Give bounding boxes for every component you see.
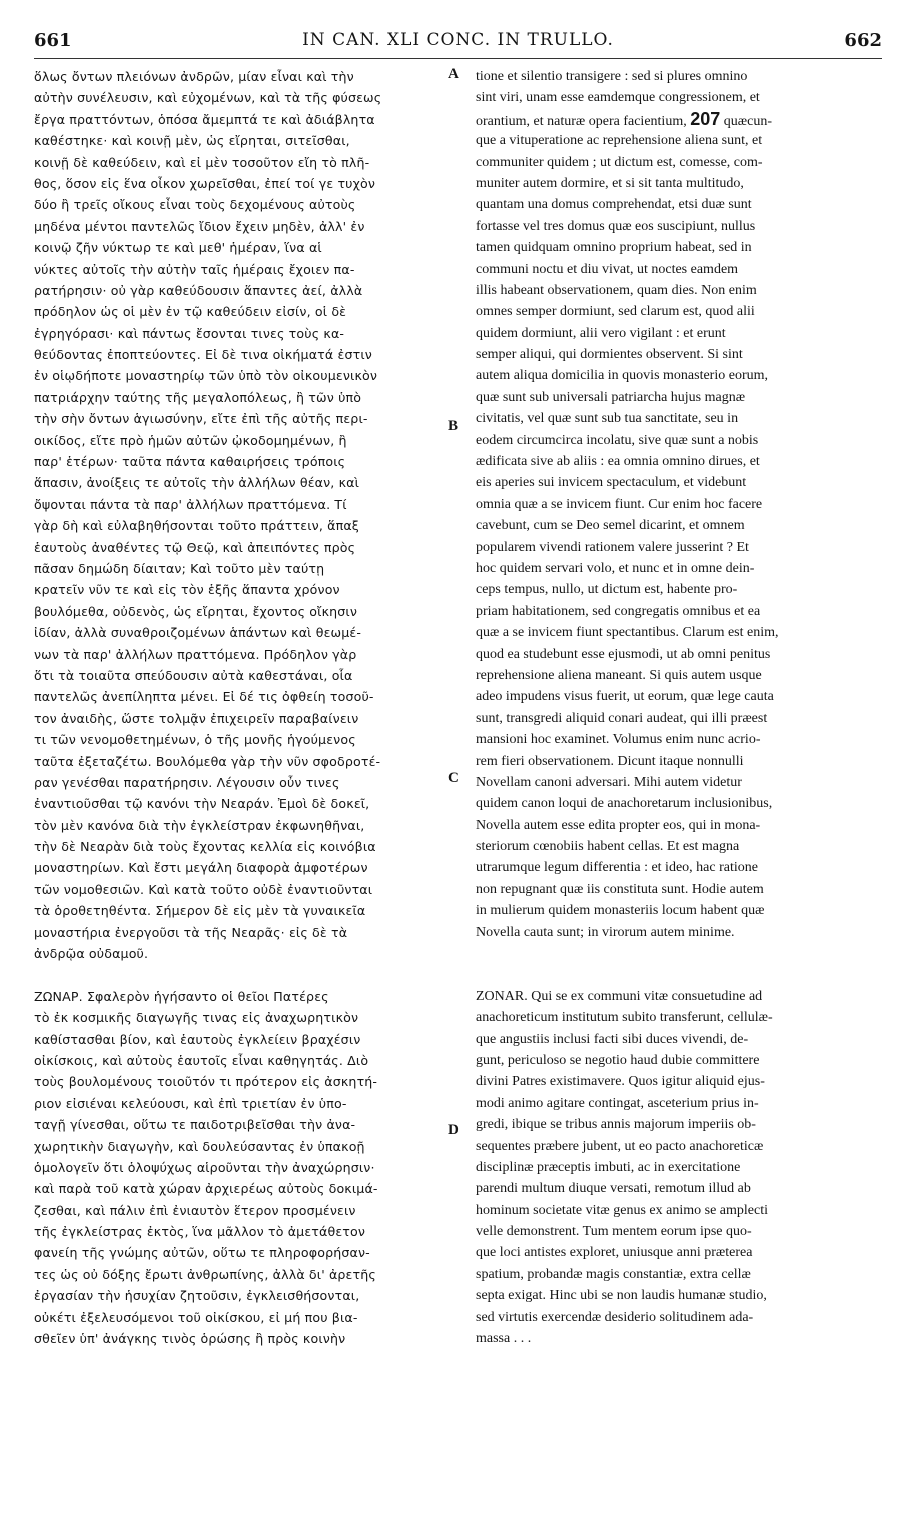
greek-text-line: χωρητικὴν διαγωγὴν, καὶ δουλεύσαντας ἐν ὑπακοῇ (34, 1138, 365, 1154)
greek-text-line: δύο ἢ τρεῖς οἴκους εἶναι τοὺς δεχομένους αὐτοὺς (34, 197, 356, 213)
latin-text-line: massa . . . (476, 1331, 532, 1347)
greek-text-line: τοὺς βουλομένους τοιοῦτόν τι πρότερον εἰς ἀσκητή- (34, 1074, 378, 1090)
latin-text-line: semper aliqui, qui dormientes observent. Si sint (476, 347, 743, 363)
latin-text-line: quæ sunt sub universali patriarcha hujus magnæ (476, 389, 746, 405)
greek-column (34, 66, 446, 1349)
latin-text-line: civitatis, vel quæ sunt sub tua sanctitate, seu in (476, 411, 739, 427)
greek-text-line: τι τῶν νενομοθετημένων, ὁ τῆς μονῆς ἡγούμενος (34, 732, 356, 748)
latin-text-line: parendi multum diuque versati, remotum illud ab (476, 1181, 751, 1197)
greek-text-line: παρ' ἑτέρων· ταῦτα πάντα καθαιρήσεις τρόποις (34, 454, 346, 470)
latin-text-line: cavebunt, cum se Deo semel dicarint, et omnem (476, 518, 745, 534)
latin-text-line: disciplinæ præceptis imbuti, ac in exercitatione (476, 1159, 741, 1175)
greek-text-line: θεύδοντας ἐποπτεύοντες. Εἰ δὲ τινα οἰκήματά ἐστιν (34, 347, 372, 363)
latin-text-line: ZONAR. Qui se ex communi vitæ consuetudine ad (476, 988, 763, 1004)
latin-text-line: quod ea studebunt esse ejusmodi, ut ab omni penitus (476, 646, 771, 662)
latin-text-line: modi animo agitare contingat, asceterium prius in- (476, 1095, 759, 1111)
greek-text-line: τὸν μὲν κανόνα διὰ τὴν ἐγκλείστραν ἐκφωνηθῆναι, (34, 817, 365, 833)
greek-text-line: ἐναντιοῦσθαι τῷ κανόνι τὴν Νεαράν. Ἐμοὶ δὲ δοκεῖ, (34, 796, 370, 812)
greek-text-line: ταῦτα ἐξεταζέτω. Βουλόμεθα γὰρ τὴν νῦν σφοδροτέ- (34, 753, 381, 769)
greek-text-line: τον ἀναιδὴς, ὥστε τολμᾷν ἐπιχειρεῖν παραβαίνειν (34, 710, 359, 726)
greek-text-line: ἑαυτοὺς ἀναθέντες τῷ Θεῷ, καὶ ἀπειπόντες πρὸς (34, 539, 356, 555)
latin-text-line: omnes semper dormiunt, sed clarum est, quod alii (476, 304, 755, 320)
greek-text-line: πατριάρχην ταύτης τῆς μεγαλοπόλεως, ἢ τῶν ὑπὸ (34, 389, 362, 405)
greek-text-line: ἐργασίαν τὴν ἡσυχίαν ζητοῦσιν, ἐγκλεισθήσονται, (34, 1288, 360, 1304)
greek-text-line: ραν γενέσθαι παρατήρησιν. Λέγουσιν οὖν τινες (34, 774, 340, 790)
greek-text-line: τὴν σὴν ὄντων ἁγιωσύνην, εἴτε ἐπὶ τῆς αὐτῆς περι- (34, 411, 368, 427)
margin-letter-d: D (448, 1122, 459, 1138)
latin-text-line: gunt, periculoso se negotio haud dubie committere (476, 1052, 760, 1068)
latin-line-part: quæcun- (720, 113, 772, 129)
greek-text-line: ρατήρησιν· οὐ γὰρ καθεύδουσιν ἅπαντες ἀεί, ἀλλὰ (34, 282, 363, 298)
latin-text-line: velle demonstrent. Tum mentem eorum ipse quo- (476, 1224, 752, 1240)
greek-text-line: οἰκίσκοις, καὶ αὐτοὺς ἑαυτοῖς εἶναι καθηγητάς. Διὸ (34, 1052, 369, 1068)
greek-text-line: ζεσθαι, καὶ πάλιν ἐπὶ ἐνιαυτὸν ἕτερον προσμένειν (34, 1202, 356, 1218)
latin-text-line: sed virtutis exercendæ desiderio solitudinem ada- (476, 1309, 754, 1325)
latin-text-line: hoc quidem servari volo, et nunc et in omne dein- (476, 560, 755, 576)
greek-text-line: τῶν νομοθεσιῶν. Καὶ κατὰ τοῦτο οὐδὲ ἐναντιοῦνται (34, 881, 373, 897)
latin-text-line: que angustiis inclusi facti sibi duces vivendi, de- (476, 1031, 749, 1047)
latin-text-line: in mulierum quidem monasteriis locum habent quæ (476, 903, 765, 919)
latin-text-line (476, 943, 882, 964)
greek-text-line: καθίστασθαι βίον, καὶ ἑαυτοὺς ἐγκλείειν βραχέσιν (34, 1031, 361, 1047)
latin-text-line: eodem circumcirca incolatu, sive quæ sunt a nobis (476, 432, 759, 448)
latin-text-line: steriorum cœnobiis habent cellas. Et est magna (476, 839, 740, 855)
latin-text-line: sequentes præbere jubent, ut eo pacto anachoreticæ (476, 1138, 764, 1154)
greek-text-line: κοινῇ δὲ καθεύδειν, καὶ εἰ μὲν τοσοῦτον εἴη τὸ πλῆ- (34, 154, 370, 170)
greek-text-line: παντελῶς ἀνεπίληπτα μένει. Εἰ δέ τις ὀφθείη τοσοῦ- (34, 689, 374, 705)
latin-text-line: ædificata sive ab aliis : ea omnia omnino dirues, et (476, 454, 760, 470)
page-number-left: 661 (34, 30, 72, 51)
margin-letter-c: C (448, 770, 459, 786)
latin-text-line: rem fieri observationem. Dicunt itaque nonnulli (476, 753, 744, 769)
latin-text-line: Novella cauta sunt; in virorum autem minime. (476, 924, 735, 940)
header-rule (34, 58, 882, 59)
greek-text-line: τὸ ἐκ κοσμικῆς διαγωγῆς τινας εἰς ἀναχωρητικὸν (34, 1010, 359, 1026)
greek-text-line: ὅλως ὄντων πλειόνων ἀνδρῶν, μίαν εἶναι καὶ τὴν (34, 69, 354, 84)
latin-text-line: spatium, probandæ magis constantiæ, extra cellæ (476, 1266, 751, 1282)
greek-text-line: μοναστήρια ἐνεργοῦσι τὰ τῆς Νεαρᾶς· εἰς δὲ τὰ (34, 924, 348, 940)
latin-text-line: illis habeant observationem, quam dies. Non enim (476, 282, 757, 298)
greek-text-line: σθεῖεν ὑπ' ἀνάγκης τινὸς ὁρώσης ἢ πρὸς κοινὴν (34, 1331, 346, 1347)
margin-letter-b: B (448, 418, 459, 434)
greek-text-line: ἐγρηγόρασι· καὶ πάντως ἔσονται τινες τοὺς κα- (34, 325, 345, 341)
greek-text-line: νων τὰ παρ' ἀλλήλων πραττόμενα. Πρόδηλον γὰρ (34, 646, 357, 662)
latin-line-part: orantium, et naturæ opera facientium, (476, 113, 691, 129)
latin-text-line: mansioni hoc examinet. Volumus enim nunc acrio- (476, 732, 761, 748)
latin-text-line: fortasse vel tres domus quæ eos suscipiunt, nullus (476, 218, 756, 234)
greek-text-line: νύκτες αὐτοῖς τὴν αὐτὴν ταῖς ἡμέραις ἔχοιεν πα- (34, 261, 355, 277)
latin-text-line: que loci antistes exploret, uniusque anni præterea (476, 1245, 753, 1261)
latin-text-line: autem aliqua domicilia in quovis monasterio eorum, (476, 368, 768, 384)
latin-text-line: gredi, ibique se tribus annis majorum imperiis ob- (476, 1117, 756, 1133)
latin-text-line: muniter autem dormire, et si sit tanta multitudo, (476, 175, 744, 191)
latin-text-line: communiter quidem ; ut dictum est, comesse, com- (476, 154, 763, 170)
greek-text-line: ἀνδρῷα οὐδαμοῦ. (34, 946, 149, 962)
greek-text-line: ὄψονται πάντα τὰ παρ' ἀλλήλων πραττόμενα. Τί (34, 496, 347, 512)
latin-column (476, 66, 882, 1349)
column-number: 207 (690, 108, 721, 129)
greek-text-line: τες ὡς οὐ δόξης ἔρωτι ἀνθρωπίνης, ἀλλὰ δι' ἀρετῆς (34, 1266, 376, 1282)
latin-text-line: adeo impudens visus fuerit, ut eorum, quæ lege cauta (476, 689, 774, 705)
greek-text-line: τὴν δὲ Νεαρὰν διὰ τοὺς ἔχοντας κελλία εἰς κοινόβια (34, 839, 376, 855)
latin-text-line: tamen quidquam omnino proprium habeat, sed in (476, 240, 752, 256)
greek-text-line: ταγῇ γίνεσθαι, οὕτω τε παιδοτριβεῖσθαι τὴν ἀνα- (34, 1117, 356, 1133)
greek-text-line: πᾶσαν δημώδη δίαιταν; Καὶ τοῦτο μὲν ταύτῃ (34, 560, 325, 576)
latin-text-line: anachoreticum institutum subito transferunt, cellulæ- (476, 1010, 773, 1026)
greek-text-line: οὐκέτι ἐξελευσόμενοι τοῦ οἰκίσκου, εἰ μή που βια- (34, 1309, 358, 1325)
greek-text-line: τὰ ὁροθετηθέντα. Σήμερον δὲ εἰς μὲν τὰ γυναικεῖα (34, 903, 366, 919)
greek-text-line (34, 964, 446, 985)
greek-text-line: καθέστηκε· καὶ κοινῇ μὲν, ὡς εἴρηται, σιτεῖσθαι, (34, 133, 350, 149)
latin-text-line: Novella autem esse edita propter eos, qui in mona- (476, 817, 761, 833)
latin-text-line: utrarumque legum differentia : et ideo, hac ratione (476, 860, 758, 876)
latin-text-line: que a vituperatione ac reprehensione aliena sunt, et (476, 133, 763, 149)
greek-text-line: αὐτὴν συνέλευσιν, καὶ εὐχομένων, καὶ τὰ τῆς φύσεως (34, 90, 382, 106)
greek-text-line: ὅτι τὰ τοιαῦτα σπεύδουσιν αὐτὰ καθεστάναι, οἷα (34, 667, 353, 683)
greek-text-line: γὰρ δὴ καὶ εὐλαβηθήσονται τοῦτο πράττειν, ἅπαξ (34, 518, 359, 534)
latin-text-line (476, 109, 882, 130)
latin-text-line: reprehensione aliena maneant. Si quis autem usque (476, 667, 762, 683)
page-number-right: 662 (844, 30, 882, 51)
latin-text-line: quantam una domus comprehendat, etsi duæ sunt (476, 197, 752, 213)
latin-text-line: septa exigat. Hinc ubi se non laudis humanæ studio, (476, 1288, 767, 1304)
latin-text-line: Novellam canoni adversari. Mihi autem videtur (476, 774, 742, 790)
greek-text-line: ὁμολογεῖν ὅτι ὁλοψύχως αἱροῦνται τὴν ἀναχώρησιν· (34, 1159, 375, 1175)
latin-text-line: sint viri, unam esse eamdemque congressionem, et (476, 90, 760, 106)
latin-text-line: hominum societate vitæ genus ex animo se amplecti (476, 1202, 768, 1218)
latin-text-line: priam habitationem, sed congregatis omnibus et ea (476, 603, 761, 619)
greek-text-line: οικίδος, εἴτε πρὸ ἡμῶν αὐτῶν ᾠκοδομημένων, ἢ (34, 432, 347, 448)
latin-text-line: sunt, transgredi aliquid conari audeat, qui illi præest (476, 710, 768, 726)
latin-text-line: eis aperies sui invicem spectaculum, et videbunt (476, 475, 747, 491)
greek-text-line: μοναστηρίων. Καὶ ἔστι μεγάλη διαφορὰ ἀμφοτέρων (34, 860, 368, 876)
greek-text-line: τῆς ἐγκλείστρας ἐκτὸς, ἵνα μᾶλλον τὸ ἀμετάθετον (34, 1224, 366, 1240)
greek-text-line: ΖΩΝΑΡ. Σφαλερὸν ἡγήσαντο οἱ θεῖοι Πατέρες (34, 988, 329, 1004)
latin-text-line: divini Patres existimavere. Quos igitur aliquid ejus- (476, 1074, 765, 1090)
latin-text-line: tione et silentio transigere : sed si plures omnino (476, 69, 748, 84)
greek-text-line: ἔργα πραττόντων, ὁπόσα ἄμεμπτά τε καὶ ἀδιάβλητα (34, 111, 375, 127)
page-header (34, 30, 882, 58)
latin-text-line: popularem vivendi rationem valere jusserint ? Et (476, 539, 749, 555)
latin-text-line: non repugnant quæ iis constituta sunt. Hodie autem (476, 881, 764, 897)
greek-text-line: φανείη τῆς γνώμης αὐτῶν, οὕτω τε πληροφορήσαν- (34, 1245, 370, 1261)
latin-text-line: quæ a se invicem fiunt spectantibus. Clarum est enim, (476, 625, 779, 641)
latin-text-line: quidem canon loqui de anachoretarum inclusionibus, (476, 796, 773, 812)
greek-text-line: κρατεῖν νῦν τε καὶ εἰς τὸν ἑξῆς ἅπαντα χρόνον (34, 582, 340, 598)
greek-text-line: μηδένα μέντοι παντελῶς ἴδιον ἔχειν μηδὲν, ἀλλ' ἐν (34, 218, 365, 234)
greek-text-line: καὶ παρὰ τοῦ κατὰ χώραν ἀρχιερέως αὐτοὺς δοκιμά- (34, 1181, 378, 1197)
greek-text-line: βουλόμεθα, οὐδενὸς, ὡς εἴρηται, ἔχοντος οἴκησιν (34, 603, 358, 619)
latin-text-line: communi noctu et diu vivat, ut noctes eamdem (476, 261, 739, 277)
latin-text-line: omnia quæ a se invicem fiunt. Cur enim hoc facere (476, 496, 763, 512)
latin-text-line: ceps tempus, nullo, ut dictum est, habente pro- (476, 582, 738, 598)
greek-text-line: ἰδίαν, ἀλλὰ συναθροιζομένων ἁπάντων καὶ θεωμέ- (34, 625, 362, 641)
greek-text-line: κοινῷ ζῆν νύκτωρ τε καὶ μεθ' ἡμέραν, ἵνα αἱ (34, 240, 322, 256)
greek-text-line: ριον εἰσιέναι κελεύουσι, καὶ ἐπὶ τριετίαν ἐν ὑπο- (34, 1095, 347, 1111)
greek-text-line: πρόδηλον ὡς οἱ μὲν ἐν τῷ καθεύδειν εἰσίν, οἱ δὲ (34, 304, 347, 320)
greek-text-line: ἅπασιν, ἀνοίξεις τε αὐτοῖς τὴν ἀλλήλων θέαν, καὶ (34, 475, 360, 491)
running-title: IN CAN. XLI CONC. IN TRULLO. (302, 30, 614, 50)
greek-text-line: θος, ὅσον εἰς ἕνα οἶκον χωρεῖσθαι, ἐπεί τοί γε τυχὸν (34, 175, 376, 191)
margin-letter-a: A (448, 66, 459, 82)
latin-text-line (476, 964, 882, 985)
latin-text-line: quidem dormiunt, alii vero vigilant : et erunt (476, 325, 726, 341)
greek-text-line: ἐν οἱῳδήποτε μοναστηρίῳ τῶν ὑπὸ τὸν οἰκουμενικὸν (34, 368, 378, 384)
